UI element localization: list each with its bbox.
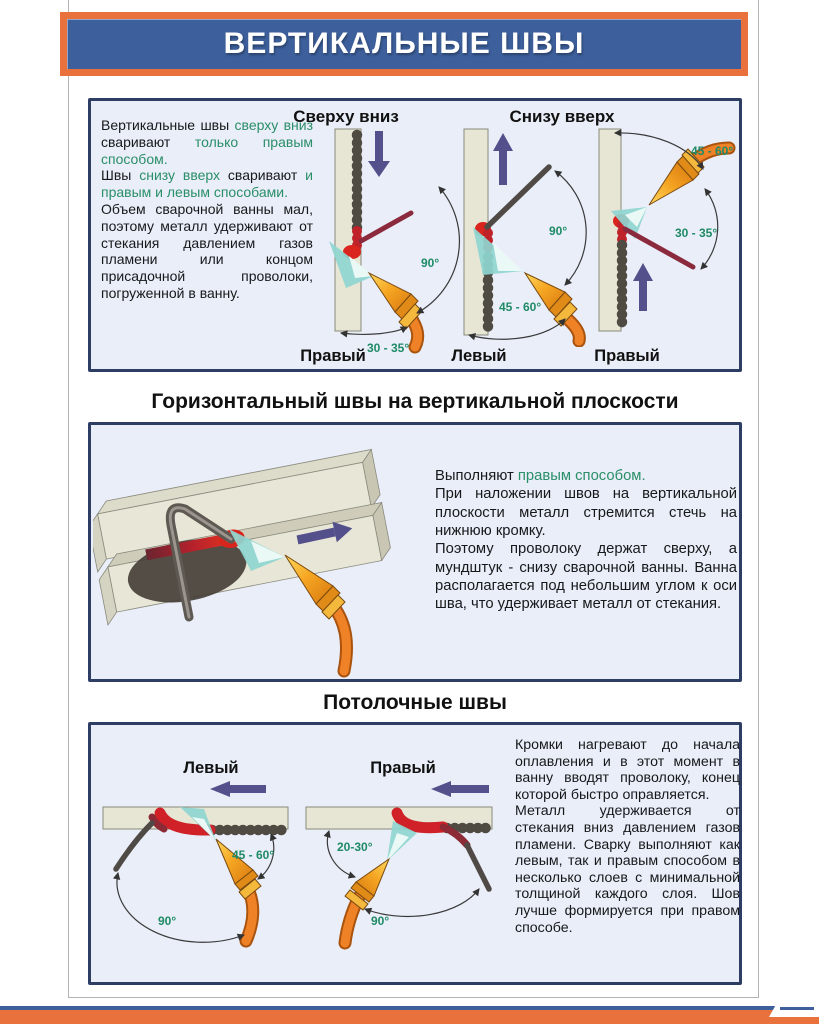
diagram-bottom-up-right <box>581 125 741 340</box>
flame-core <box>493 243 523 271</box>
paragraph <box>435 467 737 485</box>
angle-label: 90° <box>549 224 568 238</box>
paragraph: Объем сварочной ванны мал, поэтому металл удерживают от стекания давлением газов пламени или концом присадочной проволоки, погруженной в ванну. <box>101 200 313 301</box>
angle-label: 90° <box>371 914 390 928</box>
poster-header <box>60 12 748 76</box>
angle-label: 30 - 35° <box>675 226 718 240</box>
angle-label: 20-30° <box>337 840 373 854</box>
angle-label: 30 - 35° <box>367 341 410 355</box>
filler-rod <box>467 845 489 889</box>
diagram-ceiling-right <box>299 733 504 963</box>
diagram-label-left: Левый <box>451 347 507 365</box>
text-segment: сваривают <box>220 167 306 184</box>
highlight-text: снизу вверх <box>139 167 221 184</box>
text-segment: Швы <box>101 167 140 184</box>
poster-title: ВЕРТИКАЛЬНЫЕ ШВЫ <box>223 27 585 60</box>
vertical-intro-text <box>101 117 313 302</box>
angle-label: 45 - 60° <box>691 144 734 158</box>
section-ceiling-seams <box>88 722 742 985</box>
brand-logo-mark <box>780 1007 814 1010</box>
angle-label: 45 - 60° <box>232 848 275 862</box>
brand-logo-icon <box>769 1001 819 1017</box>
diagram-bottom-up-left <box>451 125 601 347</box>
group-title-top-down: Сверху вниз <box>293 107 399 126</box>
left-arrow-icon <box>431 781 489 797</box>
diagram-label-right: Правый <box>370 759 436 777</box>
paragraph: Кромки нагревают до начала оплавления и в этот момент в ванну вводят проволоку, конец которой быстро оправляется. <box>515 737 740 803</box>
text-segment: сваривают <box>101 133 195 150</box>
paragraph: Металл удерживается от стекания вниз давлением газов пламени. Сварку выполняют как левым, так и правым способом в несколько слоев с минимальной толщиной каждого слоя. Шов лучше формируется при правом способе. <box>515 803 740 936</box>
left-arrow-icon <box>210 781 266 797</box>
down-arrow-icon <box>368 131 390 177</box>
filler-rod <box>116 823 152 869</box>
diagram-label-right: Правый <box>594 347 660 365</box>
up-arrow-icon <box>493 133 513 185</box>
section-horizontal-seams <box>88 422 742 682</box>
diagram-label-right: Правый <box>300 347 366 365</box>
torch-icon <box>369 273 422 347</box>
highlight-text: и правым и левым способами. <box>101 167 313 201</box>
footer-bar <box>0 1010 819 1024</box>
highlight-text: правым способом. <box>517 468 646 484</box>
diagram-label-left: Левый <box>183 759 239 777</box>
diagram-horizontal-3d <box>93 429 423 679</box>
diagram-ceiling-left <box>96 733 301 963</box>
angle-label: 90° <box>158 914 177 928</box>
highlight-text: только правым способом. <box>101 133 314 167</box>
text-segment: Выполняют <box>435 468 518 484</box>
up-arrow-icon <box>633 263 653 311</box>
group-title-bottom-up: Снизу вверх <box>509 107 615 126</box>
torch-icon <box>345 859 389 943</box>
paragraph: Поэтому проволоку держат сверху, а мундштук - снизу сварочной ванны. Ванна располагается под небольшим углом к оси шва, что удерживает металл от стекания. <box>435 541 737 613</box>
section-vertical-seams <box>88 98 742 372</box>
angle-label: 90° <box>421 256 440 270</box>
filler-rod <box>361 213 411 241</box>
section-title-horizontal: Горизонтальный швы на вертикальной плоскости <box>151 390 679 413</box>
angle-arc-torch <box>327 831 355 877</box>
paragraph <box>101 167 313 201</box>
angle-arc-rod <box>365 889 479 916</box>
angle-label: 45 - 60° <box>499 300 542 314</box>
text-segment: Вертикальные швы <box>101 117 235 133</box>
ceiling-text <box>515 737 740 936</box>
highlight-text: сверху вниз <box>234 117 314 133</box>
diagram-top-down-right <box>319 125 469 359</box>
filler-rod <box>487 167 549 227</box>
paragraph: При наложении швов на вертикальной плоскости металл стремится стечь на нижнюю кромку. <box>435 486 737 540</box>
section-title-ceiling: Потолочные швы <box>323 691 507 714</box>
angle-arc-rod <box>117 873 244 942</box>
horizontal-text <box>435 467 737 614</box>
